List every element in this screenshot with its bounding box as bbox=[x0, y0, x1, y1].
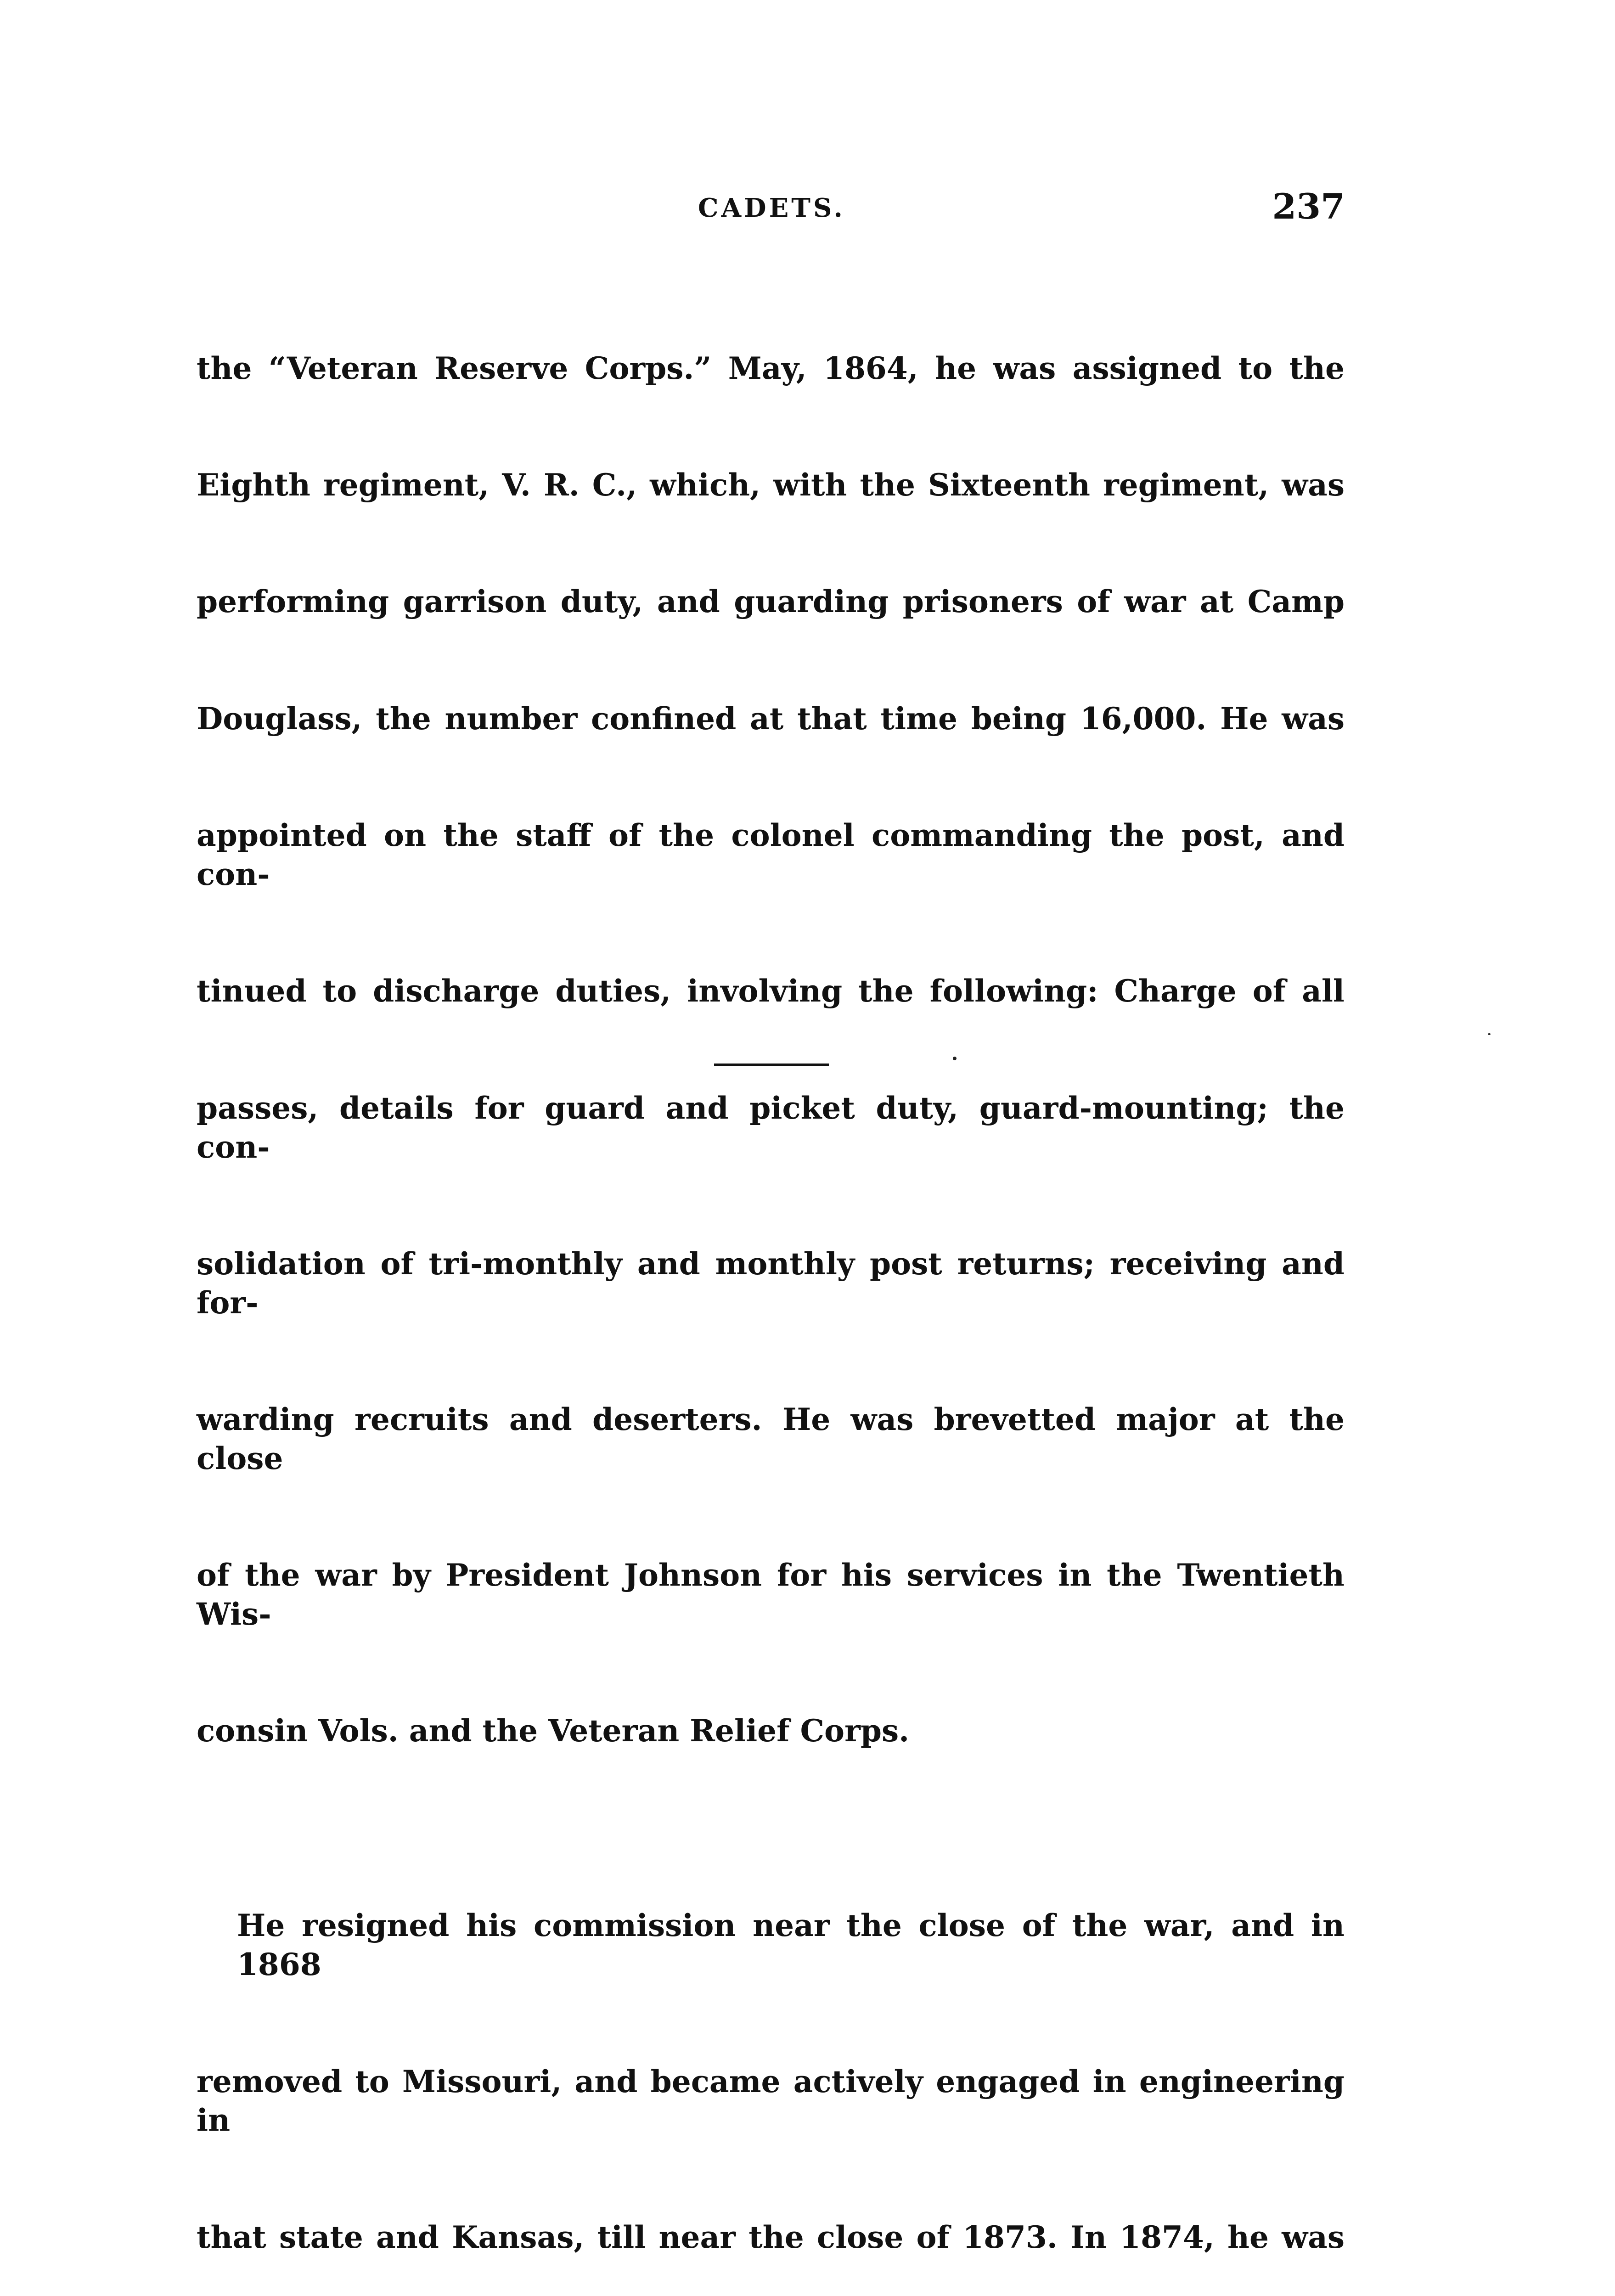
text-line: Eighth regiment, V. R. C., which, with the Sixteenth regiment, was bbox=[197, 467, 1345, 503]
text-line: solidation of tri-monthly and monthly post returns; receiving and for- bbox=[197, 1245, 1355, 1321]
text-line: He resigned his commission near the close of the war, and in 1868 bbox=[237, 1908, 1355, 1983]
text-line: removed to Missouri, and became actively engaged in engineering in bbox=[197, 2063, 1355, 2138]
text-line: Douglass, the number confined at that time being 16,000. He was bbox=[197, 700, 1345, 737]
text-line: passes, details for guard and picket duty, guard-mounting; the con- bbox=[197, 1090, 1355, 1165]
text-line: performing garrison duty, and guarding prisoners of war at Camp bbox=[197, 584, 1345, 620]
page-number: 237 bbox=[1272, 186, 1345, 227]
text-line: that state and Kansas, till near the close of 1873. In 1874, he was bbox=[197, 2219, 1345, 2255]
text-line: consin Vols. and the Veteran Relief Corps. bbox=[197, 1713, 910, 1749]
paragraph-1 bbox=[197, 271, 1355, 1829]
text-line: the “Veteran Reserve Corps.” May, 1864, he was assigned to the bbox=[197, 350, 1345, 386]
text-line: tinued to discharge duties, involving the following: Charge of all bbox=[197, 973, 1345, 1009]
printer-speck bbox=[953, 1057, 957, 1060]
text-line: of the war by President Johnson for his services in the Twentieth Wis- bbox=[197, 1557, 1355, 1632]
section-divider-rule bbox=[714, 1064, 829, 1066]
body-text bbox=[197, 271, 1355, 2296]
printer-speck bbox=[1488, 1033, 1491, 1035]
paragraph-2 bbox=[197, 1829, 1355, 2296]
text-line: warding recruits and deserters. He was brevetted major at the close bbox=[197, 1401, 1355, 1476]
running-head: CADETS. bbox=[698, 193, 845, 223]
text-line: appointed on the staff of the colonel commanding the post, and con- bbox=[197, 817, 1355, 892]
